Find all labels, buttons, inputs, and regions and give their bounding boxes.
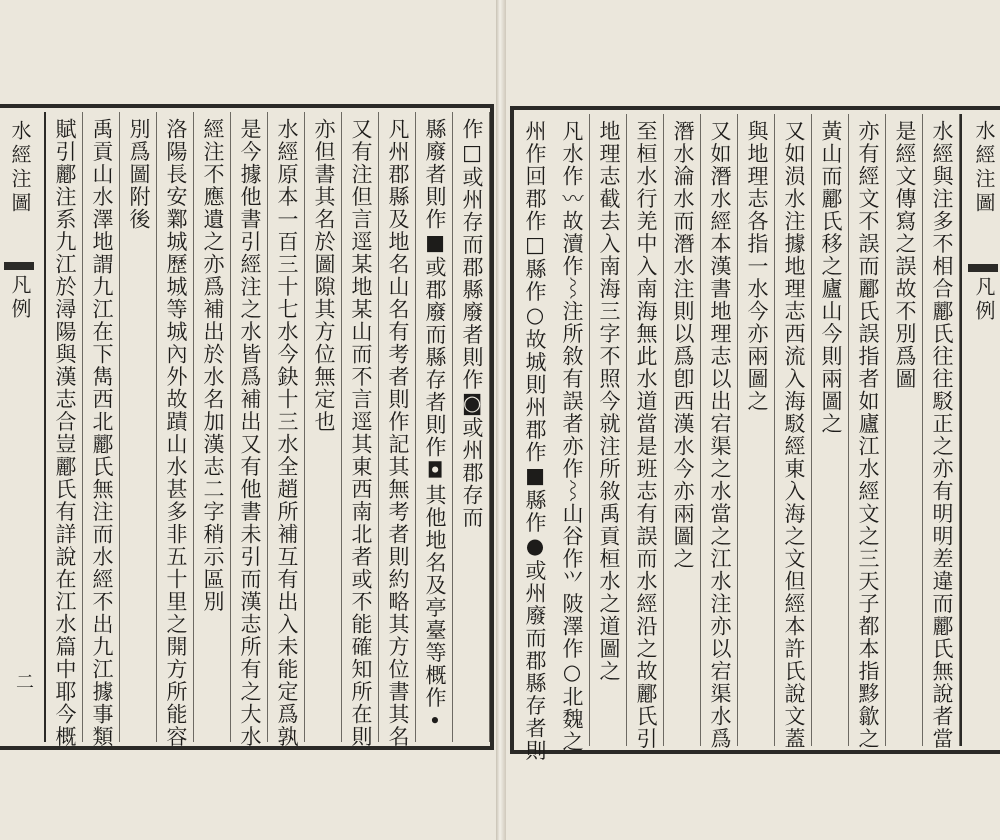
right-column-11 xyxy=(556,114,590,753)
left-column-10 xyxy=(123,112,157,742)
book-gutter xyxy=(496,0,506,840)
left-column-6 xyxy=(271,112,305,748)
right-section-label: 凡例 xyxy=(972,276,996,324)
right-column-10 xyxy=(593,114,627,746)
text-line: 水經原本一百三十七水今鈌十三水全趙所補互有出入未能定爲孰 xyxy=(275,118,299,748)
text-line: 凡水作〰故瀆作⌇注所敘有誤者亦作⌇山谷作⺍陂澤作○北魏之 xyxy=(560,120,584,753)
right-column-4 xyxy=(815,114,849,746)
left-column-2 xyxy=(419,112,453,742)
text-line: 地理志截去入南海三字不照今就注所敘禹貢桓水之道圖之 xyxy=(597,120,621,683)
title-divider-band xyxy=(4,262,34,270)
right-column-7 xyxy=(704,114,738,750)
text-line: 縣廢者則作■或郡廢而縣存者則作◘其他地名及亭臺等概作• xyxy=(423,118,447,735)
right-column-6 xyxy=(741,114,775,746)
text-line: 又如潛水經本漢書地理志以出宕渠之水當之江水注亦以宕渠水爲 xyxy=(708,120,732,750)
text-line: 黃山而酈氏移之廬山今則兩圖之 xyxy=(819,120,843,435)
left-column-3 xyxy=(382,112,416,748)
text-line: 水經與注多不相合酈氏往往駁正之亦有明明差違而酈氏無說者當 xyxy=(930,120,954,750)
right-column-3 xyxy=(852,114,886,750)
left-column-1 xyxy=(456,112,490,742)
text-line: 州作回郡作□縣作○故城則州郡作■縣作●或州廢而郡縣存者則 xyxy=(523,120,547,762)
text-line: 又有注但言逕某地某山而不言逕其東西南北者或不能確知所在則 xyxy=(349,118,373,748)
text-line: 凡州郡縣及地名山名有考者則作記其無考者則約略其方位書其名 xyxy=(386,118,410,748)
left-column-4 xyxy=(345,112,379,748)
left-column-5 xyxy=(308,112,342,742)
text-line: 亦有經文不誤而酈氏誤指者如廬江水經文之三天子都本指黟歙之 xyxy=(856,120,880,750)
text-line: 洛陽長安鄴城歷城等城內外故蹟山水甚多非五十里之開方所能容 xyxy=(164,118,188,748)
right-title-column xyxy=(960,114,1000,746)
left-page-number: 二 xyxy=(13,672,34,690)
left-title-column xyxy=(0,112,46,742)
text-line: 亦但書其名於圖隙其方位無定也 xyxy=(312,118,336,433)
left-section-label: 凡例 xyxy=(8,274,32,322)
left-column-8 xyxy=(197,112,231,742)
left-page-frame xyxy=(0,104,494,750)
text-line: 經注不應遺之亦爲補出於水名加漢志二字稍示區別 xyxy=(201,118,225,613)
left-title-strip: 水經注圖 xyxy=(8,120,32,216)
text-line: 是經文傳寫之誤故不別爲圖 xyxy=(893,120,917,390)
right-column-2 xyxy=(889,114,923,746)
text-line: 至桓水行羌中入南海無此水道當是班志有誤而水經沿之故酈氏引 xyxy=(634,120,658,750)
text-line: 是今據他書引經注之水皆爲補出又有他書未引而漢志所有之大水 xyxy=(238,118,262,748)
right-column-1 xyxy=(926,114,960,750)
text-line: 別爲圖附後 xyxy=(127,118,151,231)
right-title-strip: 水經注圖 xyxy=(972,120,996,216)
text-line: 又如涢水注據地理志西流入海駁經東入海之文但經本許氏說文蓋 xyxy=(782,120,806,750)
left-column-9 xyxy=(160,112,194,748)
text-line: 賦引酈注系九江於潯陽與漢志合豈酈氏有詳說在江水篇中耶今概 xyxy=(53,118,77,748)
text-line: 潛水淪水而潛水注則以爲卽西漢水今亦兩圖之 xyxy=(671,120,695,570)
right-column-12 xyxy=(519,114,553,762)
text-line: 作□或州存而郡縣廢者則作◙或州郡存而 xyxy=(460,118,484,529)
text-line: 禹貢山水澤地謂九江在下雋西北酈氏無注而水經不出九江據事類 xyxy=(90,118,114,748)
right-column-8 xyxy=(667,114,701,746)
left-page xyxy=(0,0,496,840)
right-column-9 xyxy=(630,114,664,750)
title-divider-band xyxy=(968,264,998,272)
left-column-11 xyxy=(86,112,120,748)
right-page-frame xyxy=(510,106,1000,762)
left-column-12 xyxy=(49,112,83,748)
right-column-5 xyxy=(778,114,812,750)
text-line: 與地理志各指一水今亦兩圖之 xyxy=(745,120,769,413)
left-column-7 xyxy=(234,112,268,748)
